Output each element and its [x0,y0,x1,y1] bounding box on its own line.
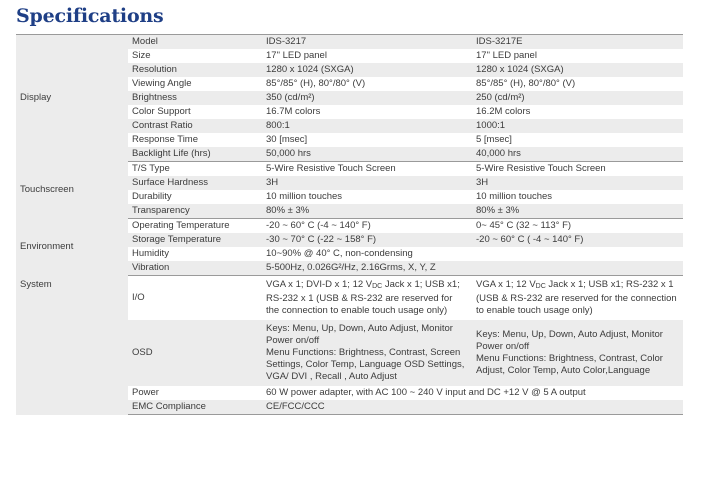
osd-keys: Keys: Menu, Up, Down, Auto Adjust, Monitor Power on/off [476,329,663,352]
field-label: Size [128,49,262,63]
osd-functions: Menu Functions: Brightness, Contrast, Screen Settings, Color Temp, Language OSD Settings, VGA/ DVI , Recall , Auto Adjust [266,347,465,382]
field-label: Operating Temperature [128,219,262,234]
field-label: Surface Hardness [128,176,262,190]
value-ids-3217: 30 [msec] [262,133,472,147]
value-merged: 5-500Hz, 0.026G²/Hz, 2.16Grms, X, Y, Z [262,261,683,276]
value-ids-3217: 800:1 [262,119,472,133]
io-subscript: DC [535,283,546,290]
field-label: Resolution [128,63,262,77]
value-merged: 10~90% @ 40° C, non-condensing [262,247,683,261]
value-ids-3217e: 250 (cd/m²) [472,91,683,105]
field-label: Power [128,386,262,400]
field-label: Brightness [128,91,262,105]
specifications-table [16,34,683,415]
value-ids-3217e: 3H [472,176,683,190]
value-ids-3217: -30 ~ 70° C (-22 ~ 158° F) [262,233,472,247]
value-ids-3217: 10 million touches [262,190,472,204]
field-label: T/S Type [128,162,262,177]
category-system: System [16,276,128,415]
value-ids-3217: 3H [262,176,472,190]
category-touchscreen: Touchscreen [16,162,128,219]
value-ids-3217e: 1000:1 [472,119,683,133]
osd-keys: Keys: Menu, Up, Down, Auto Adjust, Monitor Power on/off [266,323,453,346]
value-ids-3217e: 5 [msec] [472,133,683,147]
field-label: Durability [128,190,262,204]
value-ids-3217: 85°/85° (H), 80°/80° (V) [262,77,472,91]
value-ids-3217e: 17" LED panel [472,49,683,63]
value-ids-3217: 80% ± 3% [262,204,472,219]
value-ids-3217: 350 (cd/m²) [262,91,472,105]
table-row [16,219,683,234]
field-label: Storage Temperature [128,233,262,247]
field-label: Color Support [128,105,262,119]
value-ids-3217e: 85°/85° (H), 80°/80° (V) [472,77,683,91]
field-label: OSD [128,320,262,386]
field-label: Contrast Ratio [128,119,262,133]
value-ids-3217e: 0~ 45° C (32 ~ 113° F) [472,219,683,234]
value-ids-3217: 17" LED panel [262,49,472,63]
io-text-pre: VGA x 1; DVI-D x 1; 12 V [266,279,373,290]
field-label: Viewing Angle [128,77,262,91]
value-ids-3217e: 80% ± 3% [472,204,683,219]
category-environment: Environment [16,219,128,276]
category-display: Display [16,35,128,162]
value-ids-3217e: -20 ~ 60° C ( -4 ~ 140° F) [472,233,683,247]
value-ids-3217: 5-Wire Resistive Touch Screen [262,162,472,177]
field-label: EMC Compliance [128,400,262,415]
osd-functions: Menu Functions: Brightness, Contrast, Color Adjust, Color Temp, Auto Color,Language [476,353,663,376]
field-label: Transparency [128,204,262,219]
value-ids-3217: 1280 x 1024 (SXGA) [262,63,472,77]
value-ids-3217 [262,320,472,386]
value-ids-3217: 16.7M colors [262,105,472,119]
field-label: Response Time [128,133,262,147]
table-row [16,276,683,321]
value-ids-3217e: IDS-3217E [472,35,683,50]
value-ids-3217e [472,276,683,321]
table-row [16,35,683,50]
field-label: Backlight Life (hrs) [128,147,262,162]
value-ids-3217: 50,000 hrs [262,147,472,162]
value-ids-3217e: 1280 x 1024 (SXGA) [472,63,683,77]
value-merged: 60 W power adapter, with AC 100 ~ 240 V input and DC +12 V @ 5 A output [262,386,683,400]
table-row [16,162,683,177]
io-subscript: DC [372,283,383,290]
io-text-post: Jack x 1; USB x1; RS-232 x 1 (USB & RS-232 are reserved for the connection to enable touch usage only) [266,279,460,316]
field-label: Humidity [128,247,262,261]
value-merged: CE/FCC/CCC [262,400,683,415]
value-ids-3217: IDS-3217 [262,35,472,50]
value-ids-3217e: 40,000 hrs [472,147,683,162]
value-ids-3217e: 10 million touches [472,190,683,204]
field-label: I/O [128,276,262,321]
field-label: Vibration [128,261,262,276]
io-text-post: Jack x 1; USB x1; RS-232 x 1 (USB & RS-232 are reserved for the connection to enable touch usage only) [476,279,677,316]
value-ids-3217e: 16.2M colors [472,105,683,119]
value-ids-3217e: 5-Wire Resistive Touch Screen [472,162,683,177]
value-ids-3217: -20 ~ 60° C (-4 ~ 140° F) [262,219,472,234]
field-label: Model [128,35,262,50]
page-title: Specifications [16,5,164,27]
value-ids-3217 [262,276,472,321]
io-text-pre: VGA x 1; 12 V [476,279,536,290]
value-ids-3217e [472,320,683,386]
